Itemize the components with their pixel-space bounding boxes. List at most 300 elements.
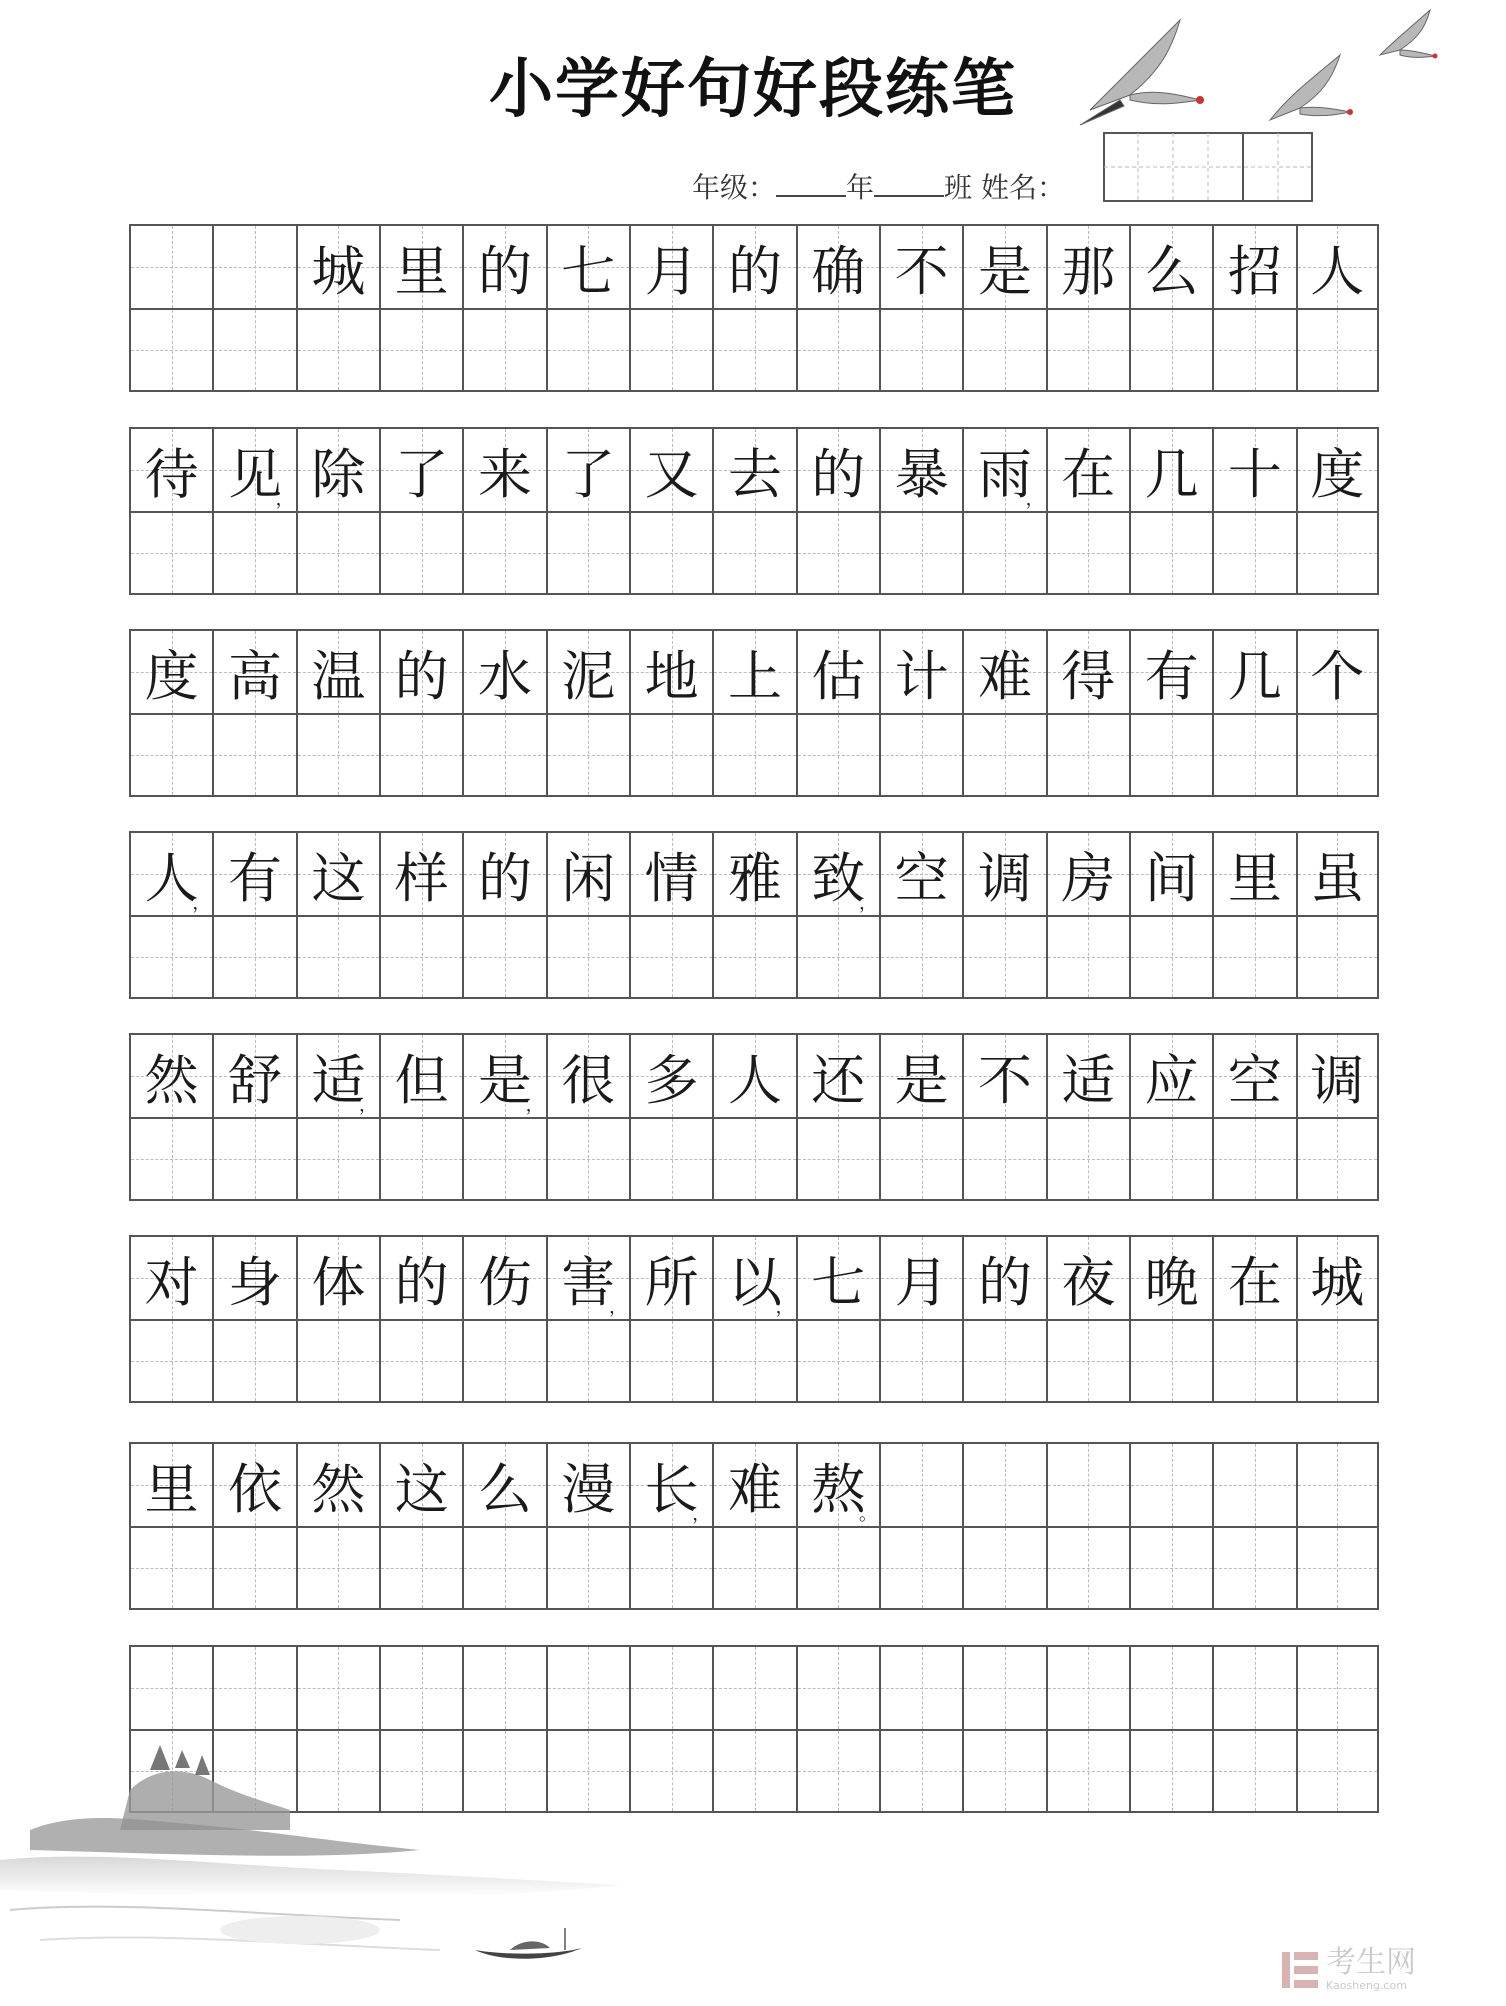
grid-block — [129, 831, 1379, 999]
practice-cell[interactable] — [129, 915, 212, 999]
practice-cell[interactable] — [546, 511, 629, 595]
character: 空 — [894, 846, 949, 910]
character — [131, 1647, 212, 1729]
practice-cell[interactable] — [1129, 1319, 1212, 1403]
character: 不 — [894, 239, 949, 303]
text-cell — [712, 427, 795, 511]
class-blank[interactable] — [874, 171, 944, 197]
practice-cell[interactable] — [1212, 1526, 1295, 1610]
practice-cell[interactable] — [1296, 308, 1379, 392]
practice-cell[interactable] — [962, 1526, 1045, 1610]
character: 的 — [477, 846, 532, 910]
practice-row — [129, 1319, 1379, 1403]
character: 熬 — [811, 1457, 866, 1521]
practice-cell[interactable] — [712, 1319, 795, 1403]
character: 对 — [144, 1250, 199, 1314]
practice-cell[interactable] — [879, 1526, 962, 1610]
practice-cell[interactable] — [1212, 308, 1295, 392]
character: 么 — [1144, 239, 1199, 303]
text-cell — [462, 427, 545, 511]
text-cell — [129, 1645, 212, 1729]
practice-cell[interactable] — [1129, 1526, 1212, 1610]
character: 的 — [977, 1250, 1032, 1314]
practice-cell[interactable] — [129, 1117, 212, 1201]
character: 度 — [1310, 442, 1365, 506]
text-cell — [879, 1033, 962, 1117]
practice-cell[interactable] — [962, 1729, 1045, 1813]
character: 里 — [394, 239, 449, 303]
practice-row — [129, 915, 1379, 999]
practice-cell[interactable] — [879, 1117, 962, 1201]
practice-cell[interactable] — [1296, 1729, 1379, 1813]
character — [214, 1647, 295, 1729]
text-cell — [712, 831, 795, 915]
practice-cell[interactable] — [796, 915, 879, 999]
practice-cell[interactable] — [546, 308, 629, 392]
character — [214, 226, 295, 308]
practice-cell[interactable] — [1046, 713, 1129, 797]
text-cell — [879, 629, 962, 713]
text-cell — [212, 1235, 295, 1319]
character — [881, 1647, 962, 1729]
practice-cell[interactable] — [296, 308, 379, 392]
character: 伤 — [477, 1250, 532, 1314]
text-cell — [1212, 1442, 1295, 1526]
practice-cell[interactable] — [712, 1117, 795, 1201]
practice-cell[interactable] — [1296, 1319, 1379, 1403]
text-cell — [1129, 831, 1212, 915]
text-cell — [879, 427, 962, 511]
practice-cell[interactable] — [1129, 308, 1212, 392]
practice-cell[interactable] — [1212, 1729, 1295, 1813]
character: 夜 — [1061, 1250, 1116, 1314]
character: 城 — [1310, 1250, 1365, 1314]
practice-cell[interactable] — [1046, 308, 1129, 392]
practice-cell[interactable] — [1296, 511, 1379, 595]
text-cell — [129, 1235, 212, 1319]
character: 的 — [477, 239, 532, 303]
text-cell — [1296, 1442, 1379, 1526]
practice-cell[interactable] — [379, 713, 462, 797]
character: 了 — [561, 442, 616, 506]
text-cell — [212, 831, 295, 915]
character: 所 — [644, 1250, 699, 1314]
year-label: 年 — [846, 171, 875, 204]
punctuation: ， — [1025, 489, 1044, 510]
grid-block — [129, 1033, 1379, 1201]
punctuation: ， — [525, 1095, 544, 1116]
text-cell — [296, 831, 379, 915]
character: 个 — [1310, 644, 1365, 708]
character: 来 — [477, 442, 532, 506]
character: 这 — [311, 846, 366, 910]
text-cell — [712, 1235, 795, 1319]
character: 招 — [1227, 239, 1282, 303]
practice-cell[interactable] — [546, 1117, 629, 1201]
text-cell — [629, 831, 712, 915]
character: 里 — [144, 1457, 199, 1521]
practice-cell[interactable] — [1296, 1117, 1379, 1201]
practice-cell[interactable] — [1296, 915, 1379, 999]
character — [714, 1647, 795, 1729]
practice-cell[interactable] — [1046, 511, 1129, 595]
text-cell — [962, 427, 1045, 511]
text-cell — [1296, 1033, 1379, 1117]
text-cell — [212, 629, 295, 713]
practice-cell[interactable] — [212, 511, 295, 595]
character: 除 — [311, 442, 366, 506]
practice-cell[interactable] — [212, 1319, 295, 1403]
character: 几 — [1227, 644, 1282, 708]
practice-cell[interactable] — [962, 1117, 1045, 1201]
character — [798, 1647, 879, 1729]
practice-cell[interactable] — [629, 511, 712, 595]
text-cell — [712, 1645, 795, 1729]
practice-cell[interactable] — [712, 1729, 795, 1813]
character — [964, 1647, 1045, 1729]
text-cell — [629, 427, 712, 511]
watermark-site: Kaosheng.com — [1326, 1979, 1407, 1992]
character: 上 — [727, 644, 782, 708]
practice-cell[interactable] — [379, 308, 462, 392]
practice-cell[interactable] — [129, 511, 212, 595]
text-cell — [796, 1033, 879, 1117]
text-cell — [546, 224, 629, 308]
practice-cell[interactable] — [296, 915, 379, 999]
character — [381, 1647, 462, 1729]
text-cell — [462, 831, 545, 915]
text-cell — [546, 427, 629, 511]
text-cell — [962, 1033, 1045, 1117]
character: 地 — [644, 644, 699, 708]
character: 七 — [561, 239, 616, 303]
practice-cell[interactable] — [962, 308, 1045, 392]
punctuation: ， — [192, 893, 211, 914]
practice-cell[interactable] — [546, 713, 629, 797]
practice-cell[interactable] — [462, 915, 545, 999]
character: 人 — [144, 846, 199, 910]
character: 高 — [227, 644, 282, 708]
character: 漫 — [561, 1457, 616, 1521]
character: 调 — [1310, 1048, 1365, 1112]
practice-cell[interactable] — [879, 511, 962, 595]
character: 空 — [1227, 1048, 1282, 1112]
practice-cell[interactable] — [796, 1117, 879, 1201]
practice-cell[interactable] — [712, 1526, 795, 1610]
text-cell — [796, 224, 879, 308]
text-cell — [629, 1442, 712, 1526]
character: 待 — [144, 442, 199, 506]
practice-cell[interactable] — [962, 511, 1045, 595]
practice-cell[interactable] — [296, 1117, 379, 1201]
character: 舒 — [227, 1048, 282, 1112]
practice-cell[interactable] — [1212, 1319, 1295, 1403]
practice-cell[interactable] — [962, 915, 1045, 999]
text-cell — [1212, 427, 1295, 511]
practice-cell[interactable] — [379, 915, 462, 999]
practice-cell[interactable] — [1129, 511, 1212, 595]
practice-cell[interactable] — [212, 915, 295, 999]
character: 七 — [811, 1250, 866, 1314]
practice-cell[interactable] — [712, 511, 795, 595]
practice-cell[interactable] — [462, 713, 545, 797]
text-row — [129, 1033, 1379, 1117]
character: 月 — [644, 239, 699, 303]
practice-cell[interactable] — [879, 713, 962, 797]
class-label: 班 — [944, 171, 973, 204]
practice-cell[interactable] — [212, 1526, 295, 1610]
character: 估 — [811, 644, 866, 708]
character: 几 — [1144, 442, 1199, 506]
practice-cell[interactable] — [629, 915, 712, 999]
practice-cell[interactable] — [1129, 713, 1212, 797]
character — [964, 1444, 1045, 1526]
practice-cell[interactable] — [1212, 511, 1295, 595]
practice-cell[interactable] — [629, 1526, 712, 1610]
practice-cell[interactable] — [1129, 915, 1212, 999]
character: 间 — [1144, 846, 1199, 910]
grade-blank[interactable] — [776, 171, 846, 197]
practice-cell[interactable] — [379, 511, 462, 595]
text-cell — [296, 629, 379, 713]
practice-cell[interactable] — [629, 308, 712, 392]
character: 适 — [1061, 1048, 1116, 1112]
practice-cell[interactable] — [1129, 1729, 1212, 1813]
text-cell — [796, 1442, 879, 1526]
character: 长 — [644, 1457, 699, 1521]
grid-block — [129, 1235, 1379, 1403]
practice-cell[interactable] — [379, 1117, 462, 1201]
text-cell — [1129, 224, 1212, 308]
character: 然 — [311, 1457, 366, 1521]
practice-cell[interactable] — [796, 1526, 879, 1610]
practice-cell[interactable] — [546, 1526, 629, 1610]
name-grid-box[interactable] — [1103, 132, 1313, 202]
practice-cell[interactable] — [629, 1319, 712, 1403]
text-cell — [879, 831, 962, 915]
text-cell — [379, 1442, 462, 1526]
practice-cell[interactable] — [629, 713, 712, 797]
character: 有 — [227, 846, 282, 910]
character: 泥 — [561, 644, 616, 708]
practice-cell[interactable] — [1296, 713, 1379, 797]
character: 晚 — [1144, 1250, 1199, 1314]
text-cell — [546, 831, 629, 915]
practice-cell[interactable] — [1212, 915, 1295, 999]
character: 然 — [144, 1048, 199, 1112]
text-cell — [462, 1645, 545, 1729]
practice-cell[interactable] — [1046, 1729, 1129, 1813]
text-cell — [1296, 224, 1379, 308]
character: 雨 — [977, 442, 1032, 506]
character: 得 — [1061, 644, 1116, 708]
character: 虽 — [1310, 846, 1365, 910]
text-cell — [629, 1235, 712, 1319]
character: 以 — [727, 1250, 782, 1314]
practice-cell[interactable] — [379, 1526, 462, 1610]
text-cell — [1129, 1033, 1212, 1117]
text-cell — [296, 1442, 379, 1526]
grid-block — [129, 629, 1379, 797]
practice-cell[interactable] — [879, 915, 962, 999]
text-cell — [1296, 1235, 1379, 1319]
text-cell — [1046, 1033, 1129, 1117]
character: 这 — [394, 1457, 449, 1521]
character: 了 — [394, 442, 449, 506]
practice-cell[interactable] — [1046, 915, 1129, 999]
text-cell — [962, 831, 1045, 915]
text-cell — [296, 1235, 379, 1319]
practice-cell[interactable] — [212, 713, 295, 797]
character: 的 — [394, 1250, 449, 1314]
practice-cell[interactable] — [212, 1117, 295, 1201]
text-cell — [879, 1235, 962, 1319]
crane-illustration — [1060, 0, 1480, 140]
text-cell — [546, 1033, 629, 1117]
character: 是 — [894, 1048, 949, 1112]
practice-cell[interactable] — [129, 1526, 212, 1610]
practice-cell[interactable] — [712, 713, 795, 797]
practice-row — [129, 713, 1379, 797]
character — [1214, 1647, 1295, 1729]
text-row — [129, 1235, 1379, 1319]
text-cell — [1129, 1645, 1212, 1729]
practice-cell[interactable] — [1046, 1526, 1129, 1610]
practice-cell[interactable] — [962, 1319, 1045, 1403]
character: 里 — [1227, 846, 1282, 910]
character — [1131, 1647, 1212, 1729]
practice-cell[interactable] — [462, 308, 545, 392]
text-cell — [129, 831, 212, 915]
practice-cell[interactable] — [379, 1319, 462, 1403]
text-cell — [629, 1033, 712, 1117]
practice-cell[interactable] — [462, 1526, 545, 1610]
text-cell — [1046, 1235, 1129, 1319]
practice-cell[interactable] — [129, 1319, 212, 1403]
practice-cell[interactable] — [462, 1319, 545, 1403]
practice-cell[interactable] — [879, 308, 962, 392]
text-cell — [1046, 1442, 1129, 1526]
grid-block — [129, 224, 1379, 392]
character — [131, 226, 212, 308]
character — [1048, 1647, 1129, 1729]
character: 人 — [727, 1048, 782, 1112]
text-cell — [879, 224, 962, 308]
punctuation: ， — [275, 489, 294, 510]
practice-cell[interactable] — [296, 1319, 379, 1403]
practice-cell[interactable] — [796, 1729, 879, 1813]
text-cell — [796, 1235, 879, 1319]
character: 有 — [1144, 644, 1199, 708]
practice-cell[interactable] — [796, 713, 879, 797]
practice-cell[interactable] — [212, 308, 295, 392]
character: 是 — [477, 1048, 532, 1112]
boat-illustration — [470, 1920, 590, 1970]
practice-cell[interactable] — [1046, 1117, 1129, 1201]
practice-cell[interactable] — [796, 1319, 879, 1403]
practice-cell[interactable] — [1129, 1117, 1212, 1201]
practice-cell[interactable] — [1046, 1319, 1129, 1403]
text-cell — [296, 1645, 379, 1729]
text-cell — [379, 831, 462, 915]
text-cell — [712, 224, 795, 308]
character: 暴 — [894, 442, 949, 506]
text-cell — [546, 1645, 629, 1729]
character: 闲 — [561, 846, 616, 910]
practice-cell[interactable] — [129, 713, 212, 797]
text-cell — [129, 224, 212, 308]
practice-cell[interactable] — [462, 511, 545, 595]
practice-cell[interactable] — [712, 915, 795, 999]
text-cell — [1296, 629, 1379, 713]
character: 城 — [311, 239, 366, 303]
text-cell — [212, 1033, 295, 1117]
practice-cell[interactable] — [1212, 1117, 1295, 1201]
practice-cell[interactable] — [296, 1526, 379, 1610]
practice-cell[interactable] — [546, 1319, 629, 1403]
practice-cell[interactable] — [1296, 1526, 1379, 1610]
character: 那 — [1061, 239, 1116, 303]
character: 难 — [977, 644, 1032, 708]
practice-row — [129, 511, 1379, 595]
practice-cell[interactable] — [962, 713, 1045, 797]
practice-cell[interactable] — [462, 1117, 545, 1201]
character: 身 — [227, 1250, 282, 1314]
character: 房 — [1061, 846, 1116, 910]
text-row — [129, 1645, 1379, 1729]
character: 不 — [977, 1048, 1032, 1112]
text-cell — [462, 1033, 545, 1117]
character — [1131, 1444, 1212, 1526]
character: 月 — [894, 1250, 949, 1314]
grid-block — [129, 1442, 1379, 1610]
text-cell — [962, 1235, 1045, 1319]
character — [548, 1647, 629, 1729]
text-cell — [879, 1645, 962, 1729]
name-label: 姓名： — [980, 171, 1065, 204]
text-cell — [462, 1235, 545, 1319]
character: 是 — [977, 239, 1032, 303]
text-cell — [1046, 629, 1129, 713]
practice-cell[interactable] — [129, 308, 212, 392]
practice-cell[interactable] — [879, 1319, 962, 1403]
practice-cell[interactable] — [712, 308, 795, 392]
practice-cell[interactable] — [1212, 713, 1295, 797]
character: 确 — [811, 239, 866, 303]
practice-cell[interactable] — [629, 1117, 712, 1201]
character: 见 — [227, 442, 282, 506]
practice-cell[interactable] — [296, 511, 379, 595]
practice-row — [129, 1526, 1379, 1610]
text-cell — [1046, 224, 1129, 308]
text-cell — [1212, 1645, 1295, 1729]
text-cell — [296, 1033, 379, 1117]
practice-cell[interactable] — [296, 713, 379, 797]
character — [1048, 1444, 1129, 1526]
text-cell — [1046, 427, 1129, 511]
punctuation: ， — [858, 893, 877, 914]
text-row — [129, 1442, 1379, 1526]
text-cell — [712, 629, 795, 713]
practice-cell[interactable] — [796, 308, 879, 392]
character — [1298, 1647, 1377, 1729]
practice-cell[interactable] — [796, 511, 879, 595]
practice-cell[interactable] — [879, 1729, 962, 1813]
text-cell — [1129, 427, 1212, 511]
character — [464, 1647, 545, 1729]
text-cell — [129, 1033, 212, 1117]
practice-cell[interactable] — [546, 915, 629, 999]
